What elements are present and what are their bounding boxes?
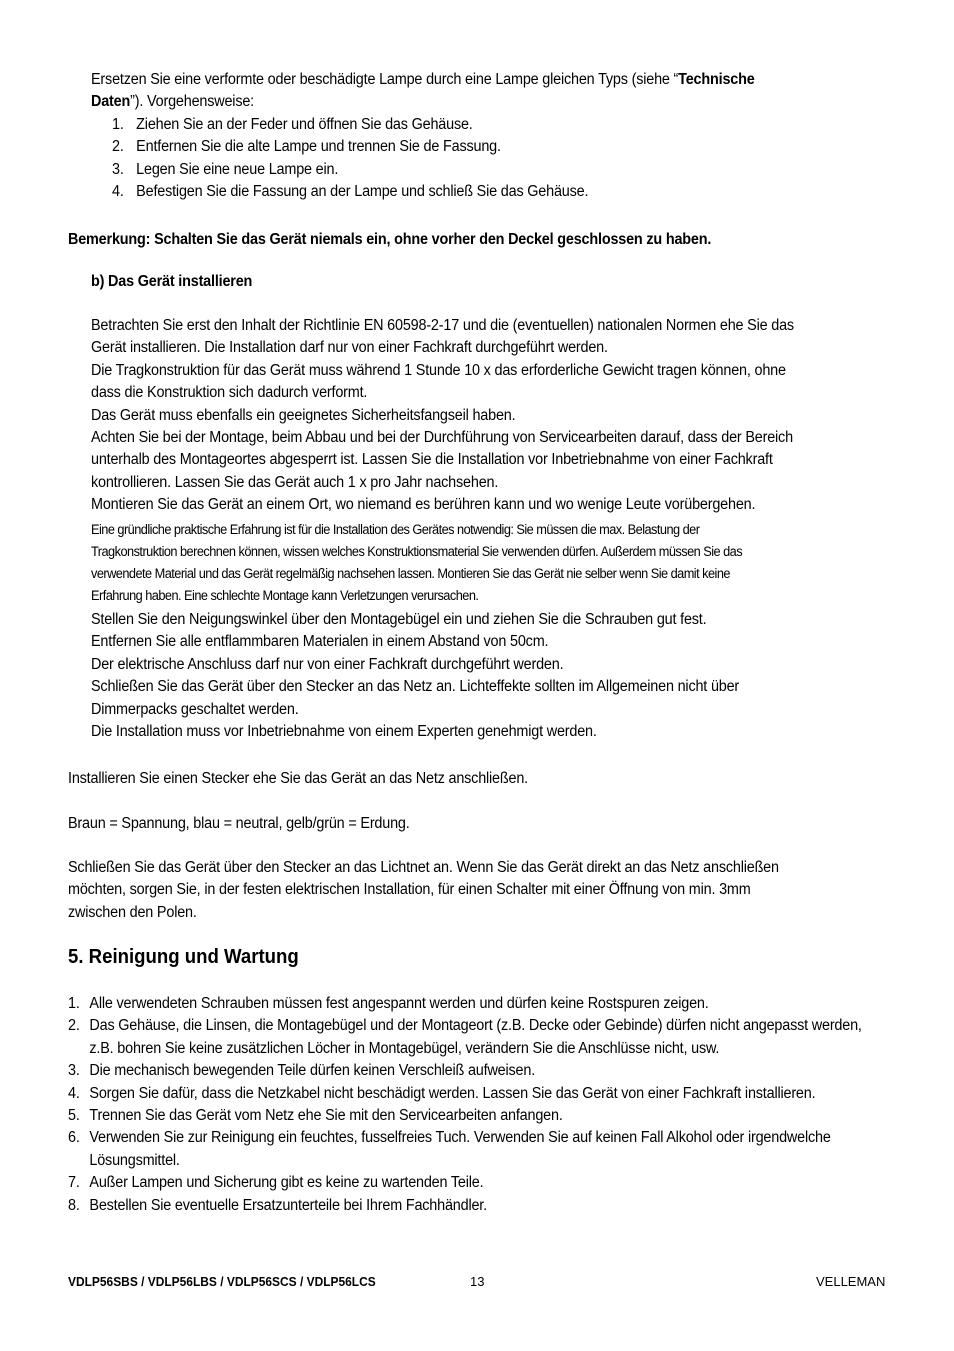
list-item: 4. Sorgen Sie dafür, dass die Netzkabel nicht beschädigt werden. Lassen Sie das Gerät von einer Fachkraft installieren. bbox=[68, 1084, 816, 1102]
intro-bold-1: Technische bbox=[678, 71, 755, 88]
text-line: Schließen Sie das Gerät über den Stecker an das Lichtnet an. Wenn Sie das Gerät direkt an das Netz anschließen bbox=[68, 859, 779, 876]
remark: Bemerkung: Schalten Sie das Gerät niemals ein, ohne vorher den Deckel geschlossen zu haben. bbox=[68, 231, 712, 248]
list-item: 2. Entfernen Sie die alte Lampe und trennen Sie de Fassung. bbox=[112, 138, 501, 156]
list-item: 1. Ziehen Sie an der Feder und öffnen Sie das Gehäuse. bbox=[112, 116, 473, 133]
list-item: 2. Das Gehäuse, die Linsen, die Montagebügel und der Montageort (z.B. Decke oder Gebinde) dürfen nicht angepasst werden, z.B. bohren Sie keine zusätzlichen Löcher in Montagebügel, verändern Sie die Anschlüsse nicht, usw. bbox=[68, 1017, 862, 1057]
intro-paragraph bbox=[91, 69, 891, 114]
list-item: 7. Außer Lampen und Sicherung gibt es keine zu wartenden Teile. bbox=[68, 1174, 484, 1192]
maintenance-list bbox=[68, 993, 868, 1217]
list-item: 5. Trennen Sie das Gerät vom Netz ehe Sie mit den Servicearbeiten anfangen. bbox=[68, 1107, 563, 1125]
text-line: möchten, sorgen Sie, in der festen elektrischen Installation, für einen Schalter mit einer Öffnung von min. 3mm bbox=[68, 881, 751, 899]
text-line: dass die Konstruktion sich dadurch verformt. bbox=[91, 384, 368, 402]
text-line: unterhalb des Montageortes abgesperrt ist. Lassen Sie die Installation vor Inbetriebnahme von einer Fachkraft bbox=[91, 451, 773, 469]
section-5-heading: 5. Reinigung und Wartung bbox=[68, 946, 299, 968]
intro-bold-2: Daten bbox=[91, 93, 131, 111]
text-line: Die Tragkonstruktion für das Gerät muss während 1 Stunde 10 x das erforderliche Gewicht tragen können, ohne bbox=[91, 361, 786, 379]
list-item: 8. Bestellen Sie eventuelle Ersatzunterteile bei Ihrem Fachhändler. bbox=[68, 1196, 487, 1214]
text-line: Dimmerpacks geschaltet werden. bbox=[91, 700, 299, 718]
text-line: Erfahrung haben. Eine schlechte Montage kann Verletzungen verursachen. bbox=[91, 588, 479, 605]
list-item: 6. Verwenden Sie zur Reinigung ein feuchtes, fusselfreies Tuch. Verwenden Sie auf keinen Fall Alkohol oder irgendwelche Lösungsmittel. bbox=[68, 1129, 831, 1169]
intro-text-2: ”). Vorgehensweise: bbox=[130, 93, 254, 111]
text-line: Stellen Sie den Neigungswinkel über den Montagebügel ein und ziehen Sie die Schrauben gut fest. bbox=[91, 611, 707, 628]
text-line: Die Installation muss vor Inbetriebnahme von einem Experten genehmigt werden. bbox=[91, 723, 597, 741]
text-line: Montieren Sie das Gerät an einem Ort, wo niemand es berühren kann und wo wenige Leute vorübergehen. bbox=[91, 496, 756, 514]
footer-page-number: 13 bbox=[470, 1274, 485, 1289]
footer-models: VDLP56SBS / VDLP56LBS / VDLP56SCS / VDLP56LCS bbox=[68, 1274, 376, 1289]
text-line: Betrachten Sie erst den Inhalt der Richtlinie EN 60598-2-17 und die (eventuellen) nationalen Normen ehe Sie das bbox=[91, 317, 794, 334]
list-item: 4. Befestigen Sie die Fassung an der Lampe und schließ Sie das Gehäuse. bbox=[112, 183, 589, 201]
text-line: Schließen Sie das Gerät über den Stecker an das Netz an. Lichteffekte sollten im Allgemeinen nicht über bbox=[91, 678, 740, 696]
text-line: Gerät installieren. Die Installation darf nur von einer Fachkraft durchgeführt werden. bbox=[91, 339, 608, 357]
text-line: kontrollieren. Lassen Sie das Gerät auch 1 x pro Jahr nachsehen. bbox=[91, 473, 499, 491]
text-line: Eine gründliche praktische Erfahrung ist für die Installation des Gerätes notwendig: Sie müssen die max. Belastung der bbox=[91, 522, 700, 538]
text-line: Der elektrische Anschluss darf nur von einer Fachkraft durchgeführt werden. bbox=[91, 655, 564, 673]
section-b-heading: b) Das Gerät installieren bbox=[91, 273, 253, 290]
footer-brand: VELLEMAN bbox=[816, 1274, 886, 1289]
list-item: 3. Legen Sie eine neue Lampe ein. bbox=[112, 160, 339, 178]
list-item: 3. Die mechanisch bewegenden Teile dürfen keinen Verschleiß aufweisen. bbox=[68, 1062, 536, 1080]
intro-steps-list bbox=[112, 114, 837, 204]
section-b-body-2 bbox=[91, 609, 909, 743]
text-line: Das Gerät muss ebenfalls ein geeignetes Sicherheitsfangseil haben. bbox=[91, 406, 516, 424]
wires-paragraph: Braun = Spannung, blau = neutral, gelb/grün = Erdung. bbox=[68, 815, 410, 832]
text-line: Tragkonstruktion berechnen können, wissen welches Konstruktionsmaterial Sie verwenden dürfen. Außerdem müssen Sie das bbox=[91, 544, 743, 561]
mains-paragraph bbox=[68, 857, 905, 924]
text-line: verwendete Material und das Gerät regelmäßig nachsehen lassen. Montieren Sie das Gerät nie selber wenn Sie damit keine bbox=[91, 566, 730, 583]
text-line: zwischen den Polen. bbox=[68, 903, 197, 921]
text-line: Entfernen Sie alle entflammbaren Materialen in einem Abstand von 50cm. bbox=[91, 633, 549, 651]
plug-paragraph: Installieren Sie einen Stecker ehe Sie das Gerät an das Netz anschließen. bbox=[68, 770, 528, 787]
section-b-condensed-paragraph bbox=[91, 519, 883, 607]
text-line: Achten Sie bei der Montage, beim Abbau und bei der Durchführung von Servicearbeiten darauf, dass der Bereich bbox=[91, 429, 793, 447]
intro-text-1: Ersetzen Sie eine verformte oder beschädigte Lampe durch eine Lampe gleichen Typs (siehe “ bbox=[91, 71, 679, 88]
list-item: 1. Alle verwendeten Schrauben müssen fest angespannt werden und dürfen keine Rostspuren zeigen. bbox=[68, 995, 709, 1012]
section-b-body bbox=[91, 315, 909, 517]
